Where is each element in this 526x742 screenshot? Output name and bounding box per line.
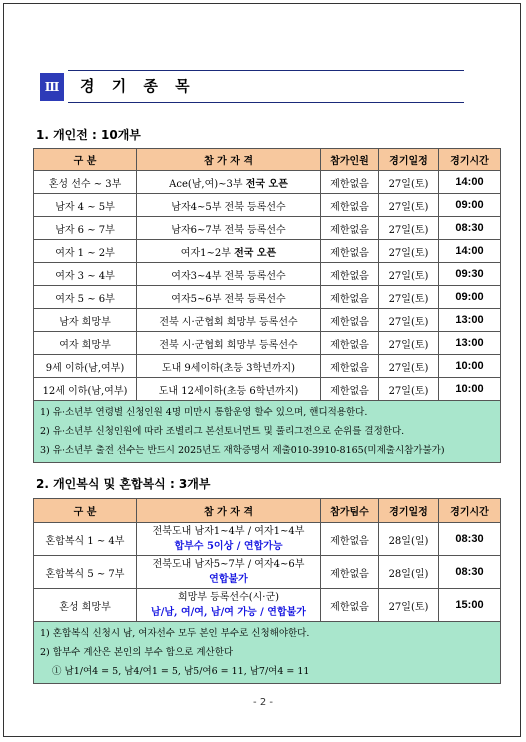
individual-heading: 1. 개인전 : 10개부: [36, 128, 141, 142]
section-number-badge: Ⅲ: [40, 73, 64, 101]
col-team-count: 참가팀수: [321, 499, 379, 523]
note-line: 3) 유·소년부 출전 선수는 반드시 2025년도 재학증명서 제출010-3910-8165(미제출시참가불가): [40, 445, 445, 456]
time-cell: 09:00: [439, 286, 501, 309]
qualification-cell: [137, 171, 321, 194]
qualification-text: 여자5~6부 전북 등록선수: [171, 293, 286, 305]
table-row: [34, 263, 501, 286]
qualification-highlight: 합부수 5이상 / 연합가능: [174, 541, 283, 552]
qualification-text: 여자3~4부 전북 등록선수: [171, 270, 286, 282]
table-row: [34, 194, 501, 217]
count-cell: 제한없음: [321, 332, 379, 355]
division-cell: 혼합복식 5 ~ 7부: [34, 556, 137, 589]
page-number: - 2 -: [253, 697, 273, 708]
date-cell: 27일(토): [379, 263, 439, 286]
qualification-cell: [137, 332, 321, 355]
count-cell: 제한없음: [321, 263, 379, 286]
qualification-cell: [137, 589, 321, 622]
table-row: [34, 332, 501, 355]
col-date: 경기일정: [379, 149, 439, 171]
date-cell: 27일(토): [379, 589, 439, 622]
doubles-heading: 2. 개인복식 및 혼합복식 : 3개부: [36, 477, 211, 491]
individual-notes-row: [34, 401, 501, 463]
note-line: 2) 유·소년부 신청인원에 따라 조별리그 본선토너먼트 및 풀리그전으로 순위를 결정한다.: [40, 426, 405, 437]
qualification-cell: [137, 240, 321, 263]
table-row: [34, 556, 501, 589]
qualification-cell: [137, 355, 321, 378]
count-cell: 제한없음: [321, 378, 379, 401]
count-cell: 제한없음: [321, 355, 379, 378]
section-header: [36, 70, 464, 105]
division-cell: 혼합복식 1 ~ 4부: [34, 523, 137, 556]
time-cell: 09:30: [439, 263, 501, 286]
qualification-text: Ace(남,여)~3부: [169, 178, 246, 190]
doubles-notes-row: [34, 622, 501, 684]
qualification-text: 남자6~7부 전북 등록선수: [171, 224, 286, 236]
time-cell: 14:00: [439, 171, 501, 194]
open-badge-text: 전국 오픈: [234, 247, 277, 259]
division-cell: 여자 3 ~ 4부: [34, 263, 137, 286]
count-cell: 제한없음: [321, 171, 379, 194]
date-cell: 27일(토): [379, 355, 439, 378]
qualification-cell: [137, 194, 321, 217]
doubles-table: [33, 498, 501, 684]
qualification-text: 여자1~2부: [180, 247, 235, 259]
division-cell: 9세 이하(남,여부): [34, 355, 137, 378]
date-cell: 27일(토): [379, 286, 439, 309]
division-cell: 남자 희망부: [34, 309, 137, 332]
rule-top: [68, 70, 464, 71]
doubles-header-row: [34, 499, 501, 523]
count-cell: 제한없음: [321, 217, 379, 240]
qualification-cell: [137, 523, 321, 556]
rule-bottom: [68, 102, 464, 103]
count-cell: 제한없음: [321, 286, 379, 309]
time-cell: 13:00: [439, 309, 501, 332]
time-cell: 13:00: [439, 332, 501, 355]
section-title: 경 기 종 목: [80, 77, 196, 95]
date-cell: 28일(일): [379, 556, 439, 589]
qualification-cell: [137, 309, 321, 332]
note-line: 1) 유·소년부 연령별 신청인원 4명 미만시 통합운영 할수 있으며, 핸디적용한다.: [40, 407, 368, 418]
division-cell: 혼성 선수 ~ 3부: [34, 171, 137, 194]
time-cell: 10:00: [439, 378, 501, 401]
time-cell: 10:00: [439, 355, 501, 378]
count-cell: 제한없음: [321, 556, 379, 589]
date-cell: 27일(토): [379, 378, 439, 401]
count-cell: 제한없음: [321, 194, 379, 217]
count-cell: 제한없음: [321, 240, 379, 263]
division-cell: 여자 5 ~ 6부: [34, 286, 137, 309]
date-cell: 27일(토): [379, 332, 439, 355]
col-time: 경기시간: [439, 149, 501, 171]
individual-notes: [34, 401, 501, 463]
time-cell: 08:30: [439, 523, 501, 556]
table-row: [34, 523, 501, 556]
count-cell: 제한없음: [321, 589, 379, 622]
date-cell: 27일(토): [379, 309, 439, 332]
time-cell: 08:30: [439, 556, 501, 589]
division-cell: 남자 6 ~ 7부: [34, 217, 137, 240]
table-row: [34, 589, 501, 622]
individual-header-row: [34, 149, 501, 171]
count-cell: 제한없음: [321, 523, 379, 556]
division-cell: 12세 이하(남,여부): [34, 378, 137, 401]
col-qualification: 참 가 자 격: [137, 499, 321, 523]
qualification-cell: [137, 263, 321, 286]
table-row: [34, 378, 501, 401]
open-badge-text: 전국 오픈: [245, 178, 288, 190]
qualification-text: 도내 12세이하(초등 6학년까지): [158, 385, 299, 397]
col-date: 경기일정: [379, 499, 439, 523]
qualification-highlight: 연합불가: [209, 574, 248, 585]
qualification-line: 전북도내 남자5~7부 / 여자4~6부: [152, 559, 305, 570]
note-line: ① 남1/여4 = 5, 남4/여1 = 5, 남5/여6 = 11, 남7/여4 = 11: [52, 666, 310, 677]
col-division: 구 분: [34, 149, 137, 171]
col-qualification: 참 가 자 격: [137, 149, 321, 171]
qualification-text: 전북 시·군협회 희망부 등록선수: [159, 316, 298, 328]
division-cell: 남자 4 ~ 5부: [34, 194, 137, 217]
time-cell: 15:00: [439, 589, 501, 622]
col-division: 구 분: [34, 499, 137, 523]
table-row: [34, 286, 501, 309]
qualification-text: 남자4~5부 전북 등록선수: [171, 201, 286, 213]
col-time: 경기시간: [439, 499, 501, 523]
doubles-notes: [34, 622, 501, 684]
division-cell: 여자 희망부: [34, 332, 137, 355]
note-line: 1) 혼합복식 신청시 남, 여자선수 모두 본인 부수로 신청해야한다.: [40, 628, 310, 639]
count-cell: 제한없음: [321, 309, 379, 332]
date-cell: 27일(토): [379, 217, 439, 240]
time-cell: 09:00: [439, 194, 501, 217]
individual-table: [33, 148, 501, 463]
table-row: [34, 171, 501, 194]
table-row: [34, 355, 501, 378]
table-row: [34, 240, 501, 263]
qualification-highlight: 남/남, 여/여, 남/여 가능 / 연합불가: [151, 607, 306, 618]
qualification-cell: [137, 217, 321, 240]
note-line: 2) 합부수 계산은 본인의 부수 합으로 계산한다: [40, 647, 234, 658]
date-cell: 27일(토): [379, 194, 439, 217]
qualification-cell: [137, 286, 321, 309]
col-count: 참가인원: [321, 149, 379, 171]
qualification-line: 희망부 등록선수(시·군): [177, 592, 280, 603]
qualification-text: 전북 시·군협회 희망부 등록선수: [159, 339, 298, 351]
time-cell: 14:00: [439, 240, 501, 263]
qualification-line: 전북도내 남자1~4부 / 여자1~4부: [152, 526, 305, 537]
table-row: [34, 217, 501, 240]
division-cell: 여자 1 ~ 2부: [34, 240, 137, 263]
table-row: [34, 309, 501, 332]
qualification-cell: [137, 378, 321, 401]
time-cell: 08:30: [439, 217, 501, 240]
date-cell: 27일(토): [379, 171, 439, 194]
date-cell: 28일(일): [379, 523, 439, 556]
division-cell: 혼성 희망부: [34, 589, 137, 622]
date-cell: 27일(토): [379, 240, 439, 263]
qualification-text: 도내 9세이하(초등 3학년까지): [161, 362, 296, 374]
qualification-cell: [137, 556, 321, 589]
